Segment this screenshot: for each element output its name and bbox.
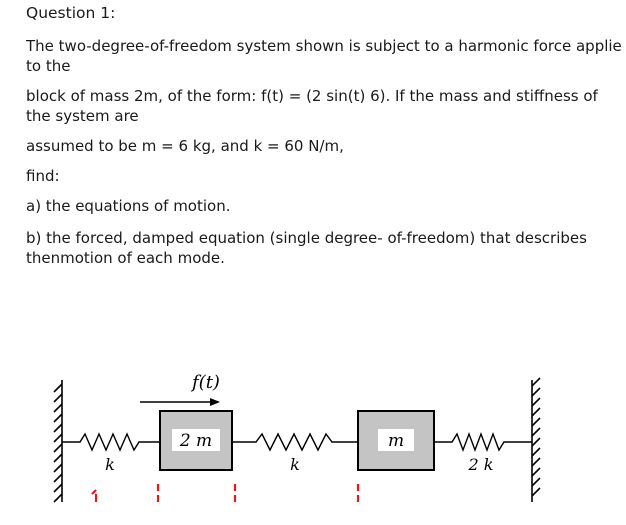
right-wall: [532, 378, 540, 502]
question-heading: Question 1:: [26, 4, 116, 22]
reference-mark-1: [92, 490, 96, 494]
spring-right-label: 2 k: [468, 455, 494, 474]
spring-middle: [232, 434, 358, 450]
mass-m-label: m: [387, 431, 405, 451]
force-label: f(t): [192, 372, 220, 393]
two-dof-system-figure: [0, 355, 626, 525]
question-paragraph-1: The two-degree-of-freedom system shown is subject to a harmonic force applie to the: [26, 37, 622, 75]
mass-2m-label: 2 m: [179, 431, 213, 451]
spring-left: [62, 434, 160, 450]
spring-left-label: k: [105, 455, 115, 474]
question-paragraph-5: a) the equations of motion.: [26, 197, 231, 215]
question-paragraph-2: block of mass 2m, of the form: f(t) = (2 sin(t) 6). If the mass and stiffness of the system are: [26, 87, 598, 125]
spring-right: [434, 434, 532, 450]
spring-middle-label: k: [290, 455, 300, 474]
left-wall: [54, 380, 62, 502]
reference-markers: [92, 484, 358, 502]
question-paragraph-6: b) the forced, damped equation (single degree- of-freedom) that describes thenmotion of each mode.: [26, 229, 587, 267]
question-paragraph-3: assumed to be m = 6 kg, and k = 60 N/m,: [26, 137, 344, 155]
question-paragraph-4: find:: [26, 167, 60, 185]
force-arrow-head: [210, 398, 220, 406]
